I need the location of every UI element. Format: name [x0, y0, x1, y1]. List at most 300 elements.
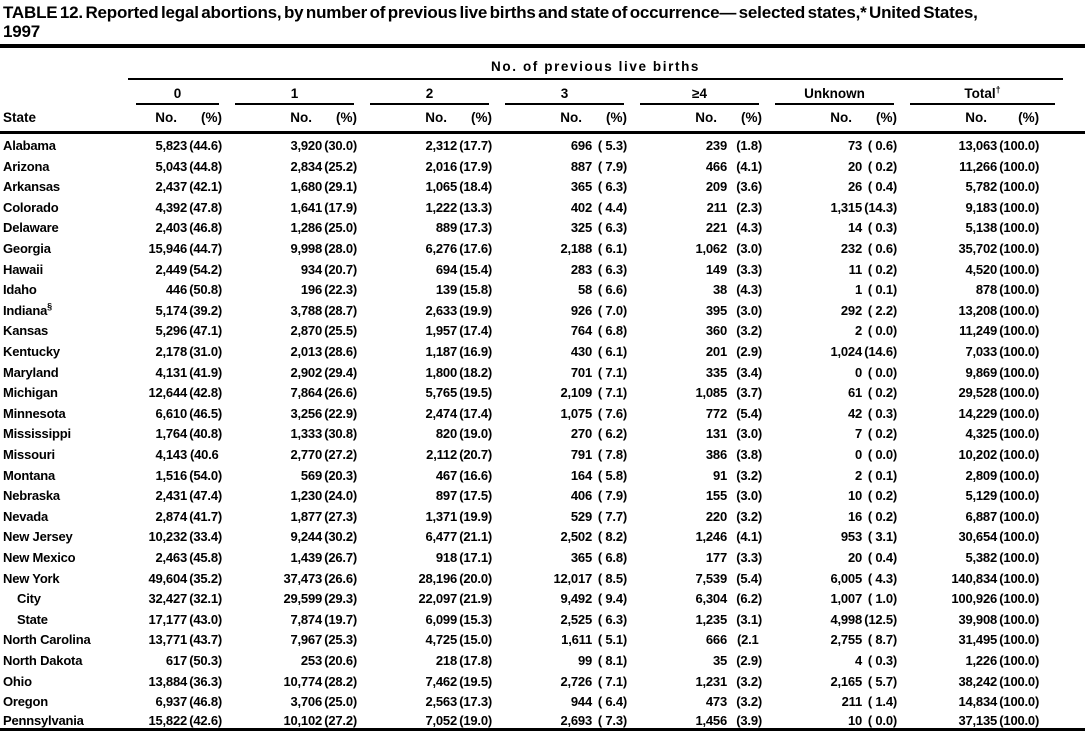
- cell-pct: (19.9): [459, 508, 492, 524]
- right-spacer: [1063, 57, 1085, 79]
- cell-no: 131: [705, 426, 727, 442]
- cell-no: 2,633: [425, 302, 457, 318]
- table-row: [0, 627, 1085, 648]
- cell-no: 953: [840, 529, 862, 545]
- cell-no: 5,043: [155, 158, 187, 174]
- cell-no: 232: [840, 241, 862, 257]
- cell-pct: (29.4): [324, 364, 357, 380]
- cell-no: 325: [570, 220, 592, 236]
- cell-no: 49,604: [148, 570, 187, 586]
- cell-no: 467: [435, 467, 457, 483]
- cell-no: 20: [847, 158, 862, 174]
- state-name: Indiana§: [3, 301, 52, 318]
- cell-pct: ( 0.2): [867, 261, 897, 277]
- table-row: [0, 606, 1085, 627]
- cell-no: 529: [570, 508, 592, 524]
- cell-pct: (3.7): [736, 385, 762, 401]
- table-row: [0, 256, 1085, 277]
- table-row: [0, 462, 1085, 483]
- cell-pct: (46.8): [189, 694, 222, 710]
- cell-no: 31,495: [958, 632, 997, 648]
- cell-pct: (22.3): [324, 282, 357, 298]
- cell-no: 7,864: [290, 385, 322, 401]
- cell-no: 20: [847, 549, 862, 565]
- state-column-header: State: [3, 110, 37, 125]
- cell-no: 209: [705, 179, 727, 195]
- row-spacer: [1063, 338, 1085, 359]
- cell-pct: (3.2): [736, 323, 762, 339]
- table-row: [0, 565, 1085, 586]
- cell-pct: (25.5): [324, 323, 357, 339]
- cell-pct: (27.2): [324, 447, 357, 462]
- cell-pct: ( 0.2): [867, 158, 897, 174]
- cell-no: 791: [570, 447, 592, 462]
- cell-no: 2,809: [965, 467, 997, 483]
- cell-pct: (44.8): [189, 158, 222, 174]
- col-header-pct: (%): [606, 110, 627, 125]
- cell-no: 3,788: [290, 302, 322, 318]
- cell-no: 1,641: [290, 199, 322, 215]
- state-name: Ohio: [3, 673, 32, 689]
- cell-pct: (100.0): [999, 261, 1040, 277]
- cell-pct: ( 7.8): [597, 447, 627, 462]
- cell-no: 887: [570, 158, 592, 174]
- state-col-spacer: [0, 57, 128, 79]
- cell-pct: ( 0.1): [867, 282, 897, 298]
- cell-no: 73: [847, 138, 862, 154]
- cell-pct: (17.3): [459, 694, 492, 710]
- col-header-pct: (%): [741, 110, 762, 125]
- row-spacer: [1063, 668, 1085, 689]
- cell-pct: (16.6): [459, 467, 492, 483]
- cell-no: 2,525: [560, 611, 592, 627]
- cell-no: 196: [300, 282, 322, 298]
- cell-no: 402: [570, 199, 592, 215]
- cell-no: 211: [841, 694, 862, 710]
- cell-pct: (1.8): [736, 138, 762, 154]
- cell-pct: ( 0.6): [867, 138, 897, 154]
- cell-no: 1,187: [425, 344, 457, 360]
- cell-no: 9,244: [290, 529, 322, 545]
- cell-no: 446: [165, 282, 187, 298]
- row-spacer: [1063, 359, 1085, 380]
- cell-no: 1,085: [695, 385, 727, 401]
- cell-pct: (16.9): [459, 344, 492, 360]
- cell-no: 15,946: [148, 241, 187, 257]
- cell-pct: (17.4): [459, 323, 492, 339]
- cell-pct: (47.4): [189, 488, 222, 504]
- cell-pct: ( 6.1): [597, 344, 627, 360]
- cell-pct: (19.5): [459, 673, 492, 689]
- cell-pct: (47.8): [189, 199, 222, 215]
- cell-pct: ( 0.4): [867, 549, 897, 565]
- cell-no: 11,249: [959, 323, 997, 339]
- cell-no: 17,177: [148, 611, 187, 627]
- cell-pct: (100.0): [999, 364, 1040, 380]
- state-name: Nebraska: [3, 488, 60, 504]
- cell-no: 139: [435, 282, 457, 298]
- cell-no: 201: [705, 344, 727, 360]
- group-header-total: [902, 79, 1063, 105]
- cell-pct: ( 0.0): [867, 323, 897, 339]
- cell-no: 4,998: [830, 611, 862, 627]
- cell-pct: (42.6): [189, 713, 222, 729]
- cell-pct: (28.0): [324, 241, 357, 257]
- cell-pct: ( 7.9): [597, 488, 627, 504]
- cell-no: 7,967: [290, 632, 322, 648]
- cell-pct: (100.0): [999, 199, 1040, 215]
- cell-pct: (19.7): [324, 611, 357, 627]
- col-header-no: No.: [155, 110, 177, 125]
- cell-pct: (19.0): [459, 426, 492, 442]
- cell-no: 2: [854, 467, 862, 483]
- cell-pct: (43.0): [189, 611, 222, 627]
- cell-no: 9,183: [965, 199, 997, 215]
- cell-pct: (27.2): [324, 713, 357, 729]
- cell-pct: (100.0): [999, 385, 1040, 401]
- cell-no: 2,013: [290, 344, 322, 360]
- cell-no: 1,680: [290, 179, 322, 195]
- cell-no: 0: [854, 447, 862, 462]
- cell-pct: (30.2): [324, 529, 357, 545]
- cell-no: 5,129: [965, 488, 997, 504]
- cell-pct: (45.8): [189, 549, 222, 565]
- row-spacer: [1063, 400, 1085, 421]
- cell-no: 253: [300, 652, 322, 668]
- cell-no: 1,222: [425, 199, 457, 215]
- cell-pct: (2.9): [736, 344, 762, 360]
- cell-pct: (13.3): [459, 199, 492, 215]
- cell-pct: (17.8): [459, 652, 492, 668]
- cell-pct: (3.4): [736, 364, 762, 380]
- cell-no: 944: [570, 694, 592, 710]
- cell-pct: ( 0.3): [867, 220, 897, 236]
- span-header-label: No. of previous live births: [491, 59, 701, 74]
- cell-no: 6,937: [155, 694, 187, 710]
- group-header-ge4: [632, 79, 767, 105]
- cell-no: 2,178: [155, 344, 187, 360]
- cell-no: 473: [705, 694, 727, 710]
- col-header-no: No.: [695, 110, 717, 125]
- cell-no: 11: [848, 261, 862, 277]
- cell-pct: ( 8.1): [597, 652, 627, 668]
- state-name: Kentucky: [3, 344, 60, 360]
- state-name: New Jersey: [3, 529, 73, 545]
- cell-no: 5,823: [155, 138, 187, 154]
- cell-no: 30,654: [958, 529, 997, 545]
- cell-pct: ( 0.6): [867, 241, 897, 257]
- cell-pct: ( 7.6): [597, 405, 627, 421]
- cell-no: 4,325: [965, 426, 997, 442]
- cell-no: 37,473: [283, 570, 322, 586]
- col-header-pct: (%): [1018, 110, 1040, 125]
- row-spacer: [1063, 297, 1085, 318]
- table-row: [0, 544, 1085, 565]
- row-spacer: [1063, 194, 1085, 215]
- state-name: Colorado: [3, 199, 59, 215]
- cell-no: 2,502: [560, 529, 592, 545]
- cell-no: 6,477: [425, 529, 457, 545]
- state-name: Idaho: [3, 282, 37, 298]
- cell-pct: ( 5.8): [597, 467, 627, 483]
- cell-pct: (17.6): [459, 241, 492, 257]
- cell-pct: ( 1.4): [867, 694, 897, 710]
- cell-pct: ( 3.1): [867, 529, 897, 545]
- cell-pct: (30.8): [324, 426, 357, 442]
- cell-no: 37,135: [958, 713, 997, 729]
- cell-no: 29,528: [958, 385, 997, 401]
- table-row: [0, 338, 1085, 359]
- cell-no: 1,235: [695, 611, 727, 627]
- cell-no: 13,884: [148, 673, 187, 689]
- cell-no: 13,063: [958, 138, 997, 154]
- row-spacer: [1063, 235, 1085, 256]
- cell-pct: ( 0.4): [867, 179, 897, 195]
- cell-pct: (100.0): [999, 611, 1040, 627]
- group-header-unknown: [767, 79, 902, 105]
- cell-pct: (21.9): [459, 591, 492, 607]
- cell-no: 2,726: [560, 673, 592, 689]
- cell-no: 1: [854, 282, 862, 298]
- group-header-3: [497, 79, 632, 105]
- cell-no: 395: [705, 302, 727, 318]
- row-spacer: [1063, 133, 1085, 154]
- cell-no: 26: [847, 179, 862, 195]
- cell-pct: (3.0): [736, 426, 762, 442]
- cell-no: 2,016: [425, 158, 457, 174]
- row-spacer: [1063, 483, 1085, 504]
- cell-no: 1,456: [695, 713, 727, 729]
- row-spacer: [1063, 524, 1085, 545]
- cell-pct: (46.8): [189, 220, 222, 236]
- cell-pct: (3.3): [736, 549, 762, 565]
- cell-pct: (3.0): [736, 241, 762, 257]
- cell-no: 1,439: [290, 549, 322, 565]
- state-name: Arkansas: [3, 179, 60, 195]
- cell-no: 164: [570, 467, 592, 483]
- cell-no: 1,315: [830, 199, 862, 215]
- cell-no: 764: [570, 323, 592, 339]
- table-row: [0, 215, 1085, 236]
- state-name: North Carolina: [3, 632, 91, 648]
- cell-pct: (25.0): [324, 694, 357, 710]
- cell-pct: (21.1): [459, 529, 492, 545]
- cell-pct: (50.3): [189, 652, 222, 668]
- cell-pct: ( 7.1): [597, 673, 627, 689]
- cell-pct: (2.9): [736, 652, 762, 668]
- cell-pct: (26.7): [324, 549, 357, 565]
- cell-pct: (3.2): [736, 467, 762, 483]
- cell-no: 3,920: [290, 138, 322, 154]
- cell-no: 239: [705, 138, 727, 154]
- cell-no: 2: [854, 323, 862, 339]
- row-spacer: [1063, 586, 1085, 607]
- cell-no: 6,005: [830, 570, 862, 586]
- cell-no: 7,033: [965, 344, 997, 360]
- table-row: [0, 235, 1085, 256]
- cell-pct: (40.8): [189, 426, 222, 442]
- cell-pct: (100.0): [999, 220, 1040, 236]
- cell-no: 2,770: [290, 447, 322, 462]
- cell-no: 1,226: [965, 652, 997, 668]
- cell-pct: (46.5): [189, 405, 222, 421]
- cell-pct: (3.6): [736, 179, 762, 195]
- cell-pct: (50.8): [189, 282, 222, 298]
- cell-pct: ( 9.4): [597, 591, 627, 607]
- cell-no: 155: [705, 488, 727, 504]
- cell-no: 12,644: [148, 385, 187, 401]
- cell-pct: (25.3): [324, 632, 357, 648]
- row-spacer: [1063, 503, 1085, 524]
- state-name: Delaware: [3, 220, 59, 236]
- cell-no: 386: [705, 447, 727, 462]
- cell-pct: ( 5.1): [597, 632, 627, 648]
- state-sup: §: [47, 301, 52, 312]
- cell-no: 918: [435, 549, 457, 565]
- cell-pct: ( 2.2): [867, 302, 897, 318]
- cell-pct: ( 0.2): [867, 508, 897, 524]
- cell-no: 694: [435, 261, 457, 277]
- cell-no: 897: [435, 488, 457, 504]
- cell-pct: ( 7.1): [597, 364, 627, 380]
- cell-pct: (15.8): [459, 282, 492, 298]
- cell-no: 1,024: [830, 344, 862, 360]
- cell-no: 1,333: [290, 426, 322, 442]
- group-label-unknown: Unknown: [775, 86, 894, 105]
- cell-pct: (100.0): [999, 302, 1040, 318]
- cell-no: 218: [435, 652, 457, 668]
- cell-pct: (25.2): [324, 158, 357, 174]
- cell-no: 466: [705, 158, 727, 174]
- cell-no: 1,371: [425, 508, 457, 524]
- cell-pct: (15.4): [459, 261, 492, 277]
- cell-pct: (100.0): [999, 158, 1040, 174]
- cell-pct: ( 8.2): [597, 529, 627, 545]
- cell-pct: (35.2): [189, 570, 222, 586]
- table-row: [0, 174, 1085, 195]
- state-name: Minnesota: [3, 405, 66, 421]
- cell-pct: (3.0): [736, 302, 762, 318]
- cell-no: 2,874: [155, 508, 187, 524]
- cell-no: 2,693: [560, 713, 592, 729]
- table-row: [0, 359, 1085, 380]
- group-label-0: 0: [136, 86, 219, 105]
- cell-pct: (30.0): [324, 138, 357, 154]
- cell-pct: (17.3): [459, 220, 492, 236]
- state-name: City: [17, 591, 41, 607]
- cell-pct: ( 4.3): [867, 570, 897, 586]
- table-title-block: [0, 3, 1085, 41]
- col-header-no: No.: [830, 110, 852, 125]
- cell-no: 617: [165, 652, 187, 668]
- cell-no: 9,492: [560, 591, 592, 607]
- cell-no: 6,887: [965, 508, 997, 524]
- cell-pct: (4.3): [736, 220, 762, 236]
- table-row: [0, 524, 1085, 545]
- cell-pct: (17.4): [459, 405, 492, 421]
- cell-pct: (29.3): [324, 591, 357, 607]
- cell-pct: (100.0): [999, 405, 1040, 421]
- cell-pct: (42.8): [189, 385, 222, 401]
- table-row: [0, 421, 1085, 442]
- cell-no: 10: [847, 713, 862, 729]
- cell-no: 211: [706, 199, 727, 215]
- cell-no: 99: [577, 652, 592, 668]
- cell-no: 42: [847, 405, 862, 421]
- row-spacer: [1063, 174, 1085, 195]
- state-name: Arizona: [3, 158, 50, 174]
- state-name: Hawaii: [3, 261, 43, 277]
- cell-pct: (24.0): [324, 488, 357, 504]
- cell-no: 6,099: [425, 611, 457, 627]
- row-spacer: [1063, 462, 1085, 483]
- cell-pct: (41.9): [189, 364, 222, 380]
- cell-no: 2,563: [425, 694, 457, 710]
- row-spacer: [1063, 627, 1085, 648]
- cell-no: 149: [705, 261, 727, 277]
- cell-pct: ( 6.3): [597, 611, 627, 627]
- cell-no: 10,102: [283, 713, 322, 729]
- cell-pct: ( 7.9): [597, 158, 627, 174]
- row-spacer: [1063, 380, 1085, 401]
- cell-no: 0: [854, 364, 862, 380]
- cell-pct: (100.0): [999, 632, 1040, 648]
- cell-no: 2,870: [290, 323, 322, 339]
- cell-pct: ( 0.3): [867, 405, 897, 421]
- cell-no: 2,463: [155, 549, 187, 565]
- cell-pct: ( 7.1): [597, 385, 627, 401]
- cell-no: 292: [840, 302, 862, 318]
- cell-pct: (25.0): [324, 220, 357, 236]
- cell-pct: (5.4): [736, 570, 762, 586]
- cell-no: 10,202: [958, 447, 997, 462]
- cell-no: 38: [712, 282, 727, 298]
- span-header-row: [0, 57, 1085, 79]
- cell-pct: (18.4): [459, 179, 492, 195]
- cell-no: 820: [435, 426, 457, 442]
- cell-pct: (54.0): [189, 467, 222, 483]
- cell-pct: ( 6.3): [597, 220, 627, 236]
- col-header-no: No.: [425, 110, 447, 125]
- cell-no: 2,437: [155, 179, 187, 195]
- cell-no: 1,764: [155, 426, 187, 442]
- row-spacer: [1063, 565, 1085, 586]
- group-header-0: [128, 79, 227, 105]
- cell-pct: (28.2): [324, 673, 357, 689]
- group-label-1: 1: [235, 86, 354, 105]
- cell-no: 29,599: [283, 591, 322, 607]
- table-row: [0, 400, 1085, 421]
- cell-no: 1,611: [561, 632, 592, 648]
- cell-no: 6,610: [155, 405, 187, 421]
- state-name: New York: [3, 570, 60, 586]
- cell-no: 9,998: [290, 241, 322, 257]
- cell-no: 335: [705, 364, 727, 380]
- cell-pct: (3.0): [736, 488, 762, 504]
- cell-no: 1,075: [560, 405, 592, 421]
- cell-pct: (3.3): [736, 261, 762, 277]
- table-row: [0, 441, 1085, 462]
- cell-pct: (20.7): [324, 261, 357, 277]
- right-spacer: [1063, 79, 1085, 105]
- cell-pct: ( 7.0): [597, 302, 627, 318]
- cell-pct: (36.3): [189, 673, 222, 689]
- cell-no: 5,782: [965, 179, 997, 195]
- cell-pct: (17.7): [459, 138, 492, 154]
- cell-no: 4,143: [155, 447, 187, 462]
- cell-no: 91: [712, 467, 727, 483]
- cell-pct: (4.1): [736, 529, 762, 545]
